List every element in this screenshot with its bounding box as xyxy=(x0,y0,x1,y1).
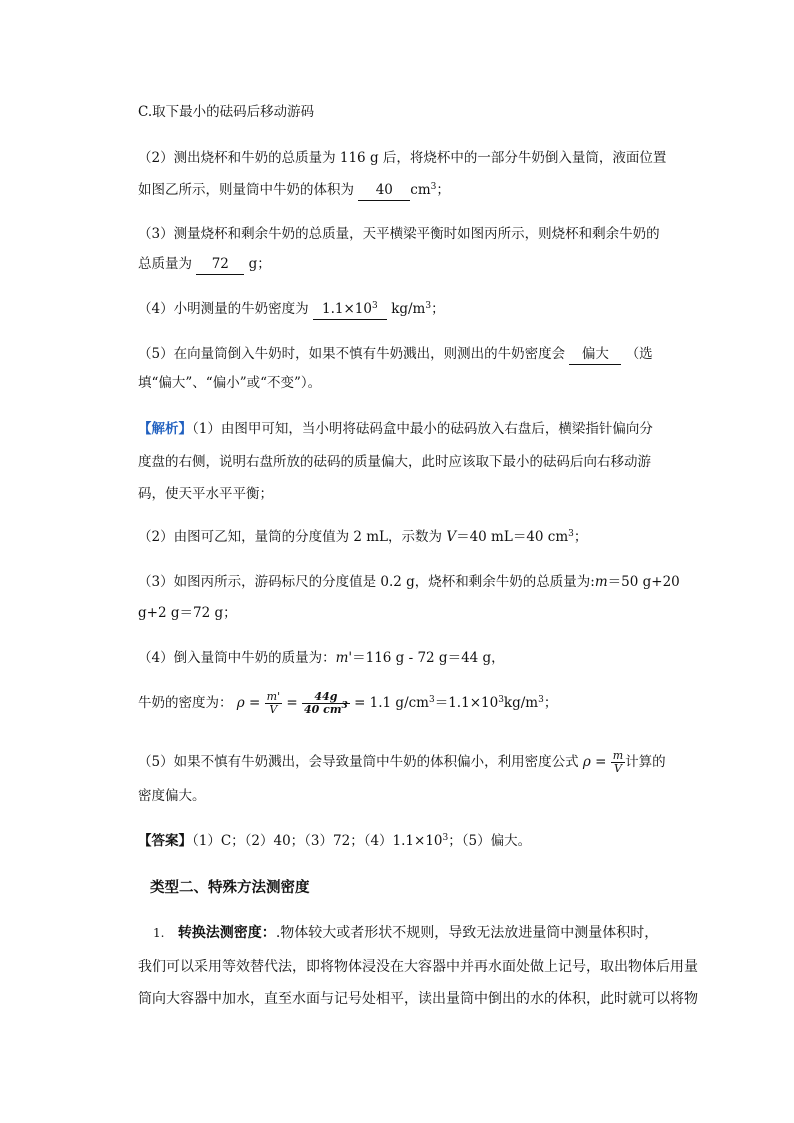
analysis-part-3-line-2: g+2 g＝72 g； xyxy=(138,605,237,621)
density-result-end: ； xyxy=(543,695,558,711)
analysis-part-5-line-1 xyxy=(138,747,666,777)
answer-blank-volume: 40 xyxy=(358,180,410,201)
analysis-tag: 【解析】 xyxy=(138,421,192,437)
analysis-part-2-end: ； xyxy=(573,529,588,545)
density-result-unit: kg/m xyxy=(503,695,539,711)
fraction-values xyxy=(302,691,350,716)
fraction-values-denominator-exponent: 3 xyxy=(341,701,348,711)
question-2-line-1: （2）测出烧杯和牛奶的总质量为 116 g 后，将烧杯中的一部分牛奶倒入量筒，液面位置 xyxy=(138,150,667,166)
fraction-denominator: V xyxy=(269,703,278,716)
poured-mass-calc: ＝116 g - 72 g＝44 g， xyxy=(352,650,505,666)
volume-value: ＝40 mL＝40 cm xyxy=(456,529,569,545)
analysis-line-3: 码，使天平水平平衡； xyxy=(138,486,273,502)
density-formula-fraction xyxy=(611,750,625,775)
mass-symbol: m xyxy=(594,574,608,590)
answer-tag: 【答案】 xyxy=(138,833,192,849)
analysis-text: （1）由图甲可知，当小明将砝码盒中最小的砝码放入右盘后，横梁指针偏向分 xyxy=(192,421,653,437)
volume-unit-exponent: 3 xyxy=(430,182,437,192)
density-result-gcm3-exponent: 3 xyxy=(428,695,435,705)
analysis-part-3-text: （3）如图丙所示，游码标尺的分度值是 0.2 g，烧杯和剩余牛奶的总质量为: xyxy=(138,574,595,590)
volume-symbol: V xyxy=(446,529,457,545)
mass-sum: ＝50 g+20 xyxy=(607,574,680,590)
density-result-unit-exponent: 3 xyxy=(538,695,544,705)
question-2-line-2 xyxy=(138,180,450,201)
analysis-part-2 xyxy=(138,527,587,547)
rho-symbol: ρ = xyxy=(236,695,261,711)
fraction-values-denominator-text: 40 cm xyxy=(304,703,342,716)
analysis-part-5-text: （5）如果不慎有牛奶溅出，会导致量筒中牛奶的体积偏小，利用密度公式 xyxy=(138,754,579,770)
question-3-line-2 xyxy=(138,254,271,275)
density-label: 牛奶的密度为： xyxy=(138,695,233,711)
question-5-line-1 xyxy=(138,344,653,365)
fraction-m-over-v xyxy=(265,691,282,716)
density-unit-exponent: 3 xyxy=(425,301,432,311)
method-1-line-2: 我们可以采用等效替代法，即将物体浸没在大容器中并再水面处做上记号，取出物体后用量 xyxy=(138,959,698,975)
analysis-density-formula xyxy=(138,686,557,720)
density-result-gcm3: = 1.1 g/cm xyxy=(354,695,429,711)
method-1-text: .物体较大或者形状不规则，导致无法放进量筒中测量体积时， xyxy=(275,925,659,941)
analysis-line-2: 度盘的右侧，说明右盘所放的砝码的质量偏大，此时应该取下最小的砝码后向右移动游 xyxy=(138,454,651,470)
question-3-prompt: 总质量为 xyxy=(138,256,192,272)
fraction-values-numerator: 44g xyxy=(302,691,350,704)
density-formula-numerator: m xyxy=(612,749,624,762)
density-result-power-exponent: 3 xyxy=(498,695,504,705)
method-1-line-1 xyxy=(153,923,658,943)
question-3-line-1: （3）测量烧杯和剩余牛奶的总质量，天平横梁平衡时如图丙所示，则烧杯和剩余牛奶的 xyxy=(138,226,660,242)
question-5-tail: （选 xyxy=(625,346,653,362)
question-2-prompt: 如图乙所示，则量筒中牛奶的体积为 xyxy=(138,182,354,198)
volume-exponent: 3 xyxy=(568,529,574,539)
method-1-line-3: 筒向大容器中加水，直至水面与记号处相平，读出量筒中倒出的水的体积，此时就可以将物 xyxy=(138,991,698,1007)
analysis-line-1 xyxy=(138,419,653,439)
question-4-end: ； xyxy=(431,301,445,317)
analysis-part-5-tail: 计算的 xyxy=(625,754,666,770)
answer-blank-effect: 偏大 xyxy=(569,344,621,365)
density-result-kgm3: ＝1.1×10 xyxy=(434,695,499,711)
analysis-part-4-text: （4）倒入量筒中牛奶的质量为： xyxy=(138,650,336,666)
poured-mass-symbol: m' xyxy=(335,650,353,666)
question-5-line-2: 填“偏大”、“偏小”或“不变”）。 xyxy=(138,375,322,391)
equals-sign: = xyxy=(286,695,298,711)
question-4-prompt: （4）小明测量的牛奶密度为 xyxy=(138,301,309,317)
method-1-title: 转换法测密度： xyxy=(177,925,276,941)
section-heading: 类型二、特殊方法测密度 xyxy=(150,879,310,896)
answer-text: （1）C；（2）40；（3）72；（4）1.1×10 xyxy=(192,833,443,849)
question-2-end: ； xyxy=(436,182,450,198)
answer-blank-mass: 72 xyxy=(196,254,244,275)
volume-unit: cm xyxy=(410,182,431,198)
fraction-numerator: m' xyxy=(266,690,281,703)
question-4-line xyxy=(138,299,445,320)
answer-blank-density xyxy=(313,299,387,320)
density-formula-rho: ρ = xyxy=(582,754,607,770)
question-3-end: g； xyxy=(248,256,271,272)
question-5-prompt: （5）在向量筒倒入牛奶时，如果不慎有牛奶溅出，则测出的牛奶密度会 xyxy=(138,346,566,362)
answer-line xyxy=(138,831,531,851)
method-1-number: 1. xyxy=(153,926,165,940)
analysis-part-5-line-2: 密度偏大。 xyxy=(138,788,206,804)
analysis-part-4 xyxy=(138,648,505,668)
answer-text-end: ；（5）偏大。 xyxy=(448,833,532,849)
density-answer-exponent: 3 xyxy=(372,301,378,311)
density-formula-denominator: V xyxy=(613,762,622,775)
question-1-option-c: C.取下最小的砝码后移动游码 xyxy=(138,104,315,120)
fraction-values-denominator xyxy=(302,701,350,716)
analysis-part-3-line-1 xyxy=(138,572,680,592)
density-unit: kg/m xyxy=(391,301,426,317)
analysis-part-2-text: （2）由图可乙知，量筒的分度值为 2 mL，示数为 xyxy=(138,529,443,545)
answer-exponent: 3 xyxy=(442,833,449,843)
density-answer: 1.1×10 xyxy=(322,301,372,317)
